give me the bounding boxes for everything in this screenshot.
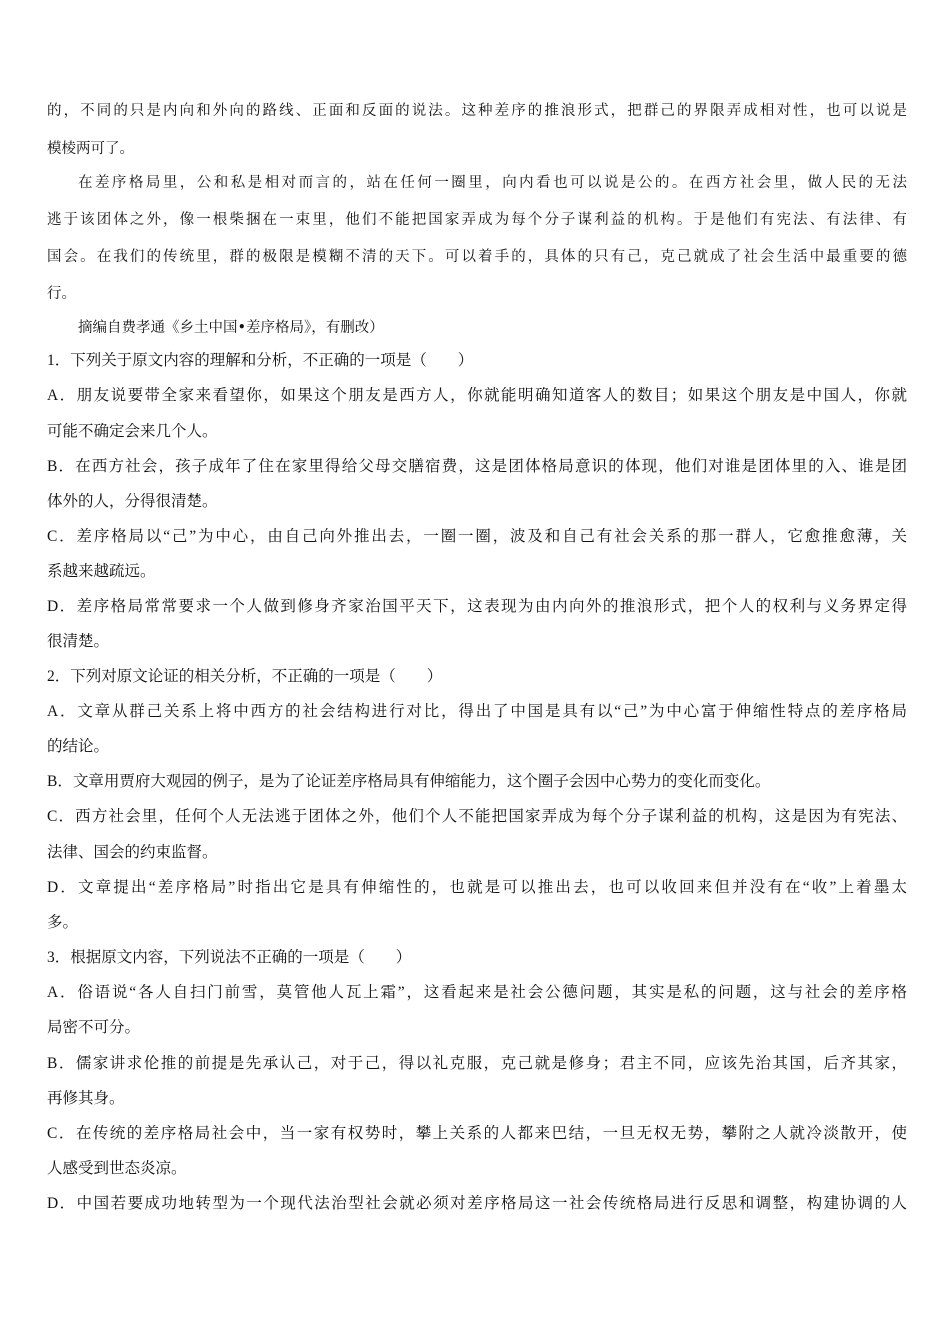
- option-line: D．文章提出“差序格局”时指出它是具有伸缩性的，也就是可以推出去，也可以收回来但并没有在“收”上着墨太: [47, 879, 907, 896]
- option-line: B．文章用贾府大观园的例子，是为了论证差序格局具有伸缩能力，这个圈子会因中心势力的变化而变化。: [47, 773, 771, 790]
- option-line: A．文章从群己关系上将中西方的社会结构进行对比，得出了中国是具有以“己”为中心富于伸缩性特点的差序格局: [47, 703, 907, 720]
- passage-p2-line3: 国会。在我们的传统里，群的极限是模糊不清的天下。可以着手的，具体的只有己，克己就成了社会生活中最重要的德: [47, 249, 907, 265]
- passage-p2-line4: 行。: [47, 286, 76, 302]
- passage-p1-line1: 的，不同的只是内向和外向的路线、正面和反面的说法。这种差序的推浪形式，把群己的界限弄成相对性，也可以说是: [47, 103, 907, 119]
- option-line: 再修其身。: [47, 1090, 125, 1107]
- option-line: 多。: [47, 914, 79, 931]
- option-line: 的结论。: [47, 738, 110, 755]
- question-stem: 2．下列对原文论证的相关分析，不正确的一项是（ ）: [47, 668, 443, 685]
- option-line: 局密不可分。: [47, 1019, 141, 1036]
- option-line: A．朋友说要带全家来看望你，如果这个朋友是西方人，你就能明确知道客人的数目；如果这个朋友是中国人，你就: [47, 387, 907, 404]
- passage-source: 摘编自费孝通《乡土中国•差序格局》，有删改）: [78, 320, 384, 336]
- passage-p1-line2: 模棱两可了。: [47, 141, 134, 157]
- option-line: C．差序格局以“己”为中心，由自己向外推出去，一圈一圈，波及和自己有社会关系的那一群人，它愈推愈薄，关: [47, 528, 907, 545]
- option-line: C．在传统的差序格局社会中，当一家有权势时，攀上关系的人都来巴结，一旦无权无势，攀附之人就冷淡散开，使: [47, 1125, 907, 1142]
- option-line: 人感受到世态炎凉。: [47, 1160, 187, 1177]
- option-line: 很清楚。: [47, 633, 110, 650]
- passage-p2-line1: 在差序格局里，公和私是相对而言的，站在任何一圈里，向内看也可以说是公的。在西方社会里，做人民的无法: [78, 175, 907, 191]
- option-line: D．中国若要成功地转型为一个现代法治型社会就必须对差序格局这一社会传统格局进行反思和调整，构建协调的人: [47, 1195, 907, 1212]
- question-stem: 1．下列关于原文内容的理解和分析，不正确的一项是（ ）: [47, 352, 474, 369]
- option-line: 可能不确定会来几个人。: [47, 423, 218, 440]
- option-line: C．西方社会里，任何个人无法逃于团体之外，他们个人不能把国家弄成为每个分子谋利益的机构，这是因为有宪法、: [47, 808, 907, 825]
- question-stem: 3．根据原文内容，下列说法不正确的一项是（ ）: [47, 949, 412, 966]
- passage-p2-line2: 逃于该团体之外，像一根柴捆在一束里，他们不能把国家弄成为每个分子谋利益的机构。于是他们有宪法、有法律、有: [47, 212, 907, 228]
- option-line: D．差序格局常常要求一个人做到修身齐家治国平天下，这表现为由内向外的推浪形式，把个人的权利与义务界定得: [47, 598, 907, 615]
- option-line: B．儒家讲求伦推的前提是先承认己，对于己，得以礼克服，克己就是修身；君主不同，应该先治其国，后齐其家，: [47, 1055, 907, 1072]
- option-line: 体外的人，分得很清楚。: [47, 493, 218, 510]
- option-line: 系越来越疏远。: [47, 563, 156, 580]
- option-line: 法律、国会的约束监督。: [47, 844, 218, 861]
- option-line: A．俗语说“各人自扫门前雪，莫管他人瓦上霜”，这看起来是社会公德问题，其实是私的问题，这与社会的差序格: [47, 984, 907, 1001]
- option-line: B．在西方社会，孩子成年了住在家里得给父母交膳宿费，这是团体格局意识的体现，他们对谁是团体里的入、谁是团: [47, 458, 907, 475]
